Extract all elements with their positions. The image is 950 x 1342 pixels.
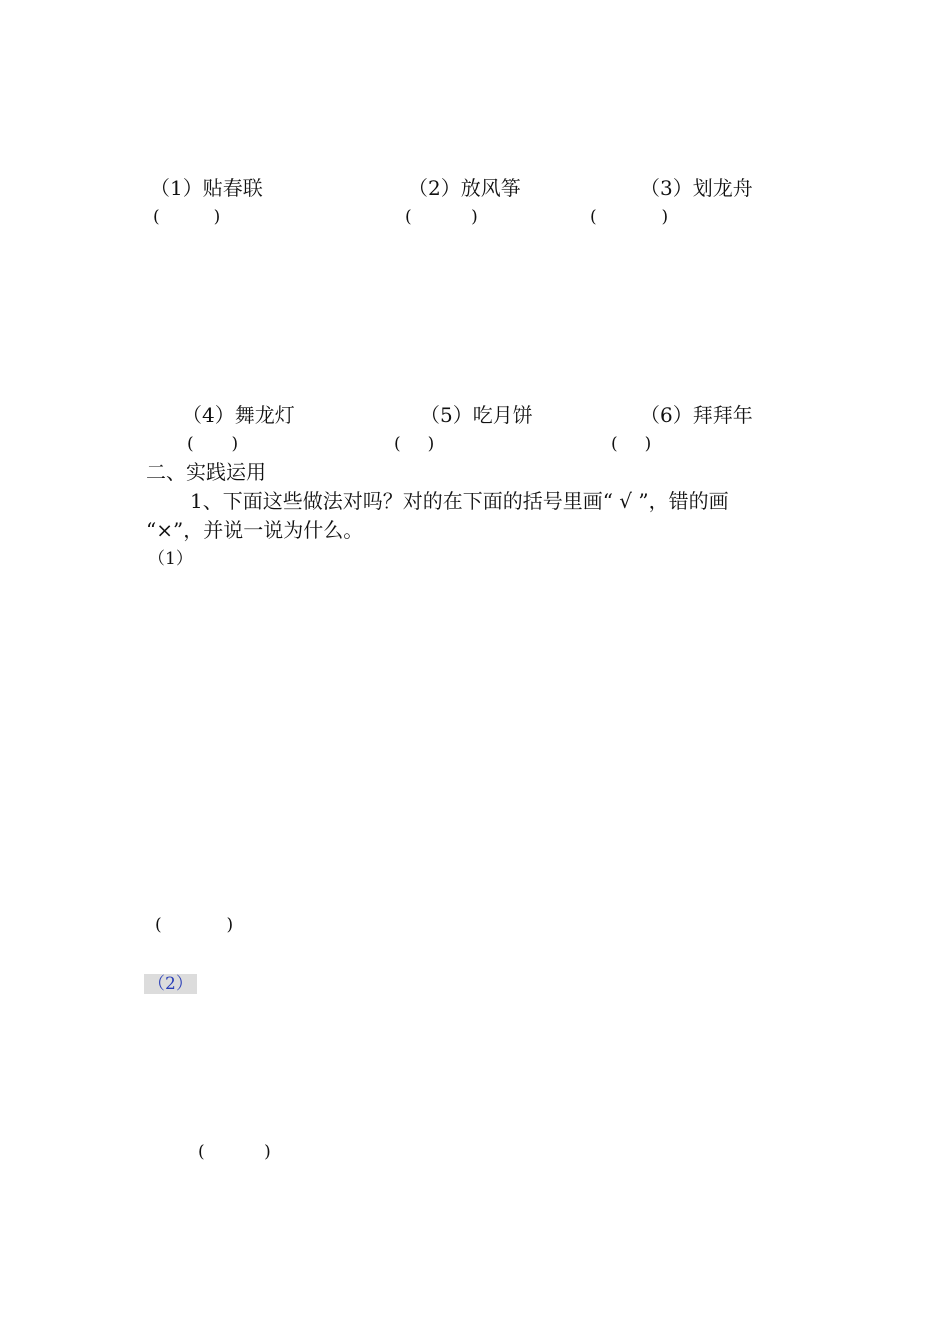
- instruction-line-1: 1、下面这些做法对吗？对的在下面的括号里画“ √ ”，错的画: [190, 489, 729, 513]
- activity-4-answer-blank[interactable]: ( ): [187, 434, 239, 454]
- instruction-line-2: “×”，并说一说为什么。: [146, 518, 364, 542]
- item-1-answer-blank[interactable]: ( ): [155, 915, 234, 935]
- activity-1-answer-blank[interactable]: ( ): [153, 207, 221, 227]
- activity-3-label: （3）划龙舟: [640, 176, 753, 200]
- activity-2-answer-blank[interactable]: ( ): [405, 207, 478, 227]
- item-2-label-highlight: （2）: [144, 974, 197, 994]
- activity-2-label: （2）放风筝: [408, 176, 521, 200]
- item-1-label: （1）: [148, 549, 193, 569]
- activity-5-answer-blank[interactable]: ( ): [394, 434, 435, 454]
- activity-4-label: （4）舞龙灯: [182, 403, 295, 427]
- item-2-label: [144, 972, 197, 996]
- item-2-answer-blank[interactable]: ( ): [198, 1142, 271, 1162]
- activity-6-label: （6）拜拜年: [640, 403, 753, 427]
- activity-3-answer-blank[interactable]: ( ): [590, 207, 669, 227]
- activity-6-answer-blank[interactable]: ( ): [611, 434, 652, 454]
- activity-5-label: （5）吃月饼: [420, 403, 533, 427]
- activity-1-label: （1）贴春联: [150, 176, 263, 200]
- section-heading: 二、实践运用: [146, 460, 266, 484]
